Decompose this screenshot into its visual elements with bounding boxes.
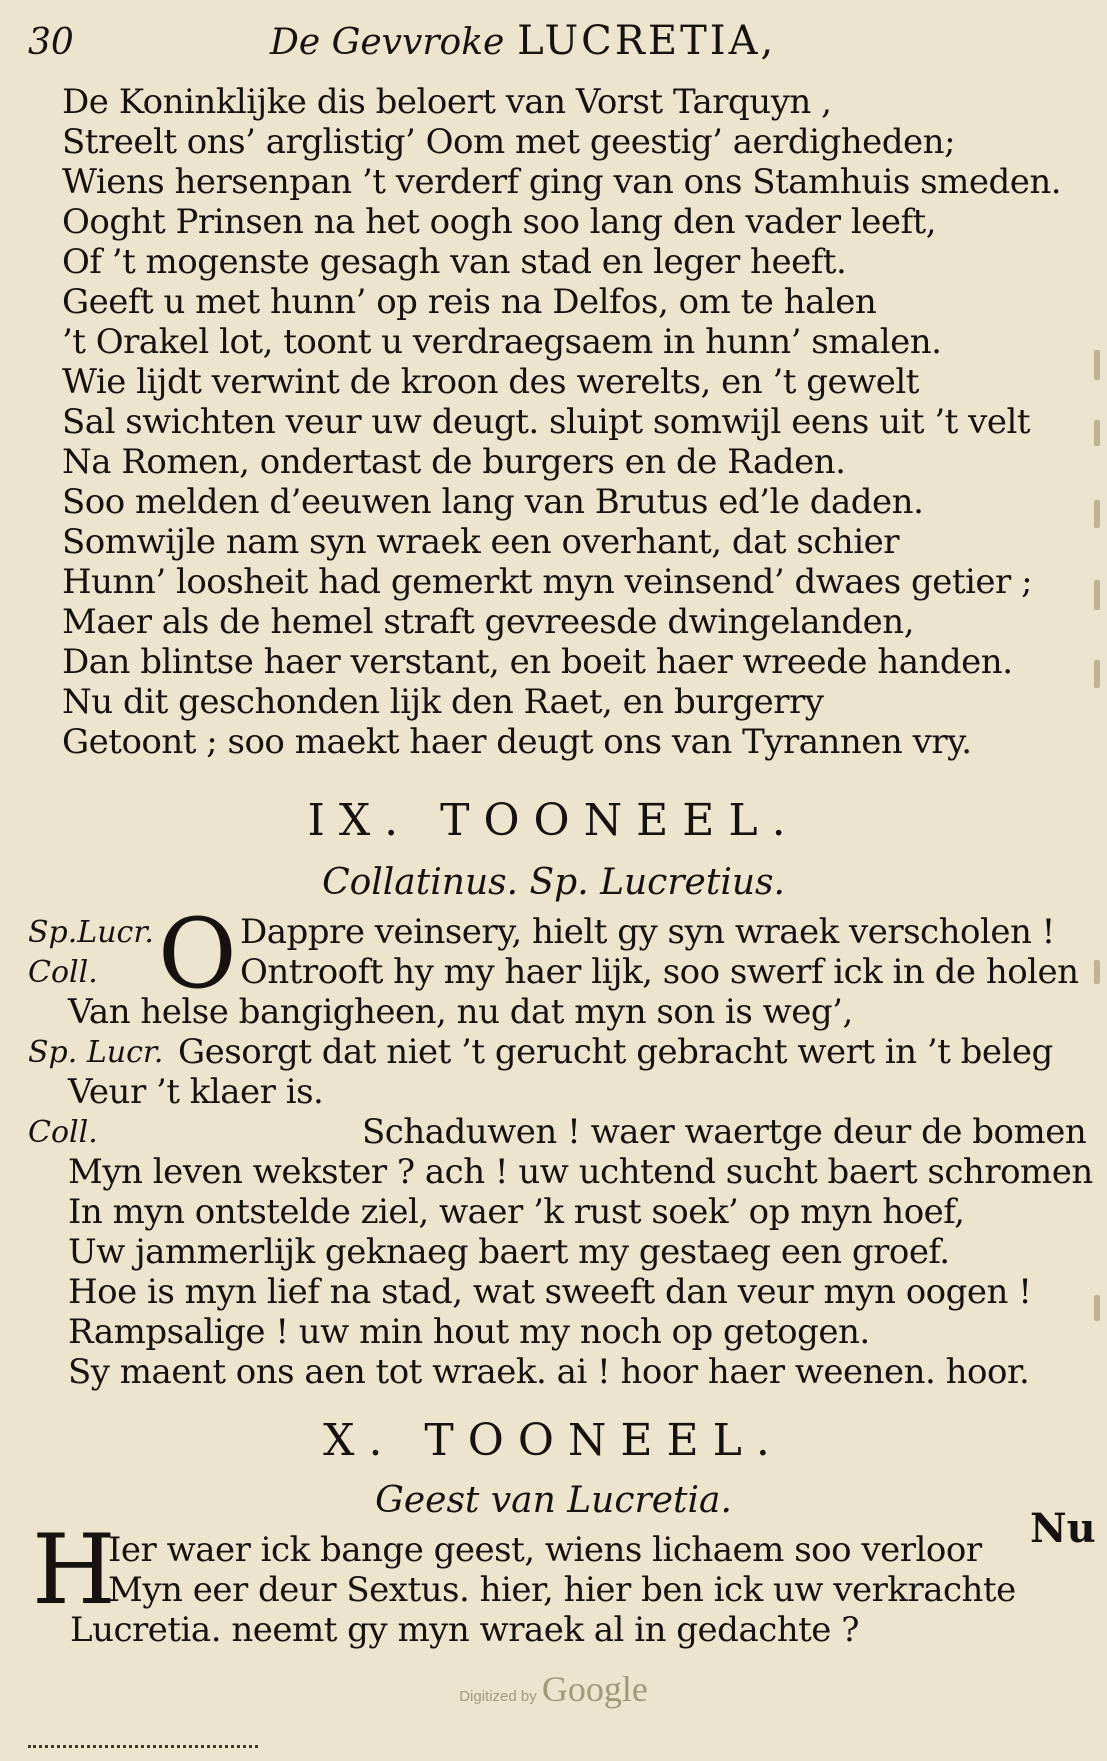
watermark-brand: Google: [541, 1669, 648, 1709]
edge-mark: [1094, 500, 1100, 528]
drop-capital: O: [158, 898, 237, 1010]
edge-mark: [1094, 1295, 1100, 1321]
verse-line: Van helse bangigheen, nu dat myn son is weg’,: [68, 992, 853, 1032]
header-title-italic: De Gevvroke: [270, 22, 505, 63]
edge-mark: [1094, 350, 1100, 380]
verse-line: Wiens hersenpan ’t verderf ging van ons Stamhuis smeden.: [62, 162, 1062, 202]
page-bottom-mark: [28, 1745, 258, 1756]
verse-line: Streelt ons’ arglistig’ Oom met geestig’ aerdigheden;: [62, 122, 956, 162]
verse-line: Na Romen, ondertast de burgers en de Raden.: [62, 442, 846, 482]
speaker-label: Coll.: [28, 955, 98, 990]
speaker-label: Sp. Lucr.: [28, 1035, 164, 1070]
edge-mark: [1094, 580, 1100, 610]
verse-line: Somwijle nam syn wraek een overhant, dat schier: [62, 522, 900, 562]
verse-line: Ontrooft hy my haer lijk, soo swerf ick in de holen: [240, 952, 1079, 992]
verse-line: Of ’t mogenste gesagh van stad en leger heeft.: [62, 242, 847, 282]
edge-mark: [1094, 960, 1100, 984]
verse-line: De Koninklijke dis beloert van Vorst Tarquyn ,: [62, 82, 832, 122]
verse-line: Hoe is myn lief na stad, wat sweeft dan veur myn oogen !: [68, 1272, 1032, 1312]
verse-line: Dan blintse haer verstant, en boeit haer wreede handen.: [62, 642, 1013, 682]
verse-line: Geeft u met hunn’ op reis na Delfos, om te halen: [62, 282, 877, 322]
verse-line: Dappre veinsery, hielt gy syn wraek verscholen !: [240, 912, 1055, 952]
speaker-label: Coll.: [28, 1115, 98, 1150]
verse-line: Ier waer ick bange geest, wiens lichaem soo verloor: [108, 1530, 982, 1570]
verse-line: Rampsalige ! uw min hout my noch op getogen.: [68, 1312, 870, 1352]
verse-line: In myn ontstelde ziel, waer ’k rust soek’ op myn hoef,: [68, 1192, 965, 1232]
page-number: 30: [28, 22, 74, 63]
verse-line: Sy maent ons aen tot wraek. ai ! hoor haer weenen. hoor.: [68, 1352, 1030, 1392]
verse-line: Nu dit geschonden lijk den Raet, en burgerry: [62, 682, 824, 722]
watermark-caption: Digitized by: [459, 1688, 537, 1705]
header-title-caps: LUCRETIA,: [517, 18, 777, 64]
verse-line: Myn leven wekster ? ach ! uw uchtend sucht baert schromen: [68, 1152, 1093, 1192]
running-header: [270, 18, 776, 64]
verse-line: Soo melden d’eeuwen lang van Brutus ed’le daden.: [62, 482, 924, 522]
verse-line: Maer als de hemel straft gevreesde dwingelanden,: [62, 602, 914, 642]
scene-characters: Collatinus. Sp. Lucretius.: [322, 862, 785, 903]
verse-line: Uw jammerlijk geknaeg baert my gestaeg een groef.: [68, 1232, 950, 1272]
catchword: Nu: [1030, 1505, 1096, 1552]
verse-line: Schaduwen ! waer waertge deur de bomen: [362, 1112, 1087, 1152]
verse-line: Getoont ; soo maekt haer deugt ons van Tyrannen vry.: [62, 722, 972, 762]
verse-line: Lucretia. neemt gy myn wraek al in gedachte ?: [70, 1610, 859, 1650]
scene-title: IX. TOONEEL.: [307, 795, 800, 846]
verse-line: Hunn’ loosheit had gemerkt myn veinsend’ dwaes getier ;: [62, 562, 1033, 602]
verse-line: Sal swichten veur uw deugt. sluipt somwijl eens uit ’t velt: [62, 402, 1030, 442]
edge-mark: [1094, 420, 1100, 446]
edge-mark: [1094, 660, 1100, 688]
scene-characters: Geest van Lucretia.: [375, 1480, 732, 1521]
verse-line: Ooght Prinsen na het oogh soo lang den vader leeft,: [62, 202, 937, 242]
digitized-watermark: [0, 1668, 1107, 1710]
drop-capital: H: [32, 1514, 116, 1626]
verse-line: Wie lijdt verwint de kroon des werelts, en ’t gewelt: [62, 362, 919, 402]
verse-line: Gesorgt dat niet ’t gerucht gebracht wert in ’t beleg: [178, 1032, 1053, 1072]
verse-line: Myn eer deur Sextus. hier, hier ben ick uw verkrachte: [108, 1570, 1016, 1610]
verse-line: ’t Orakel lot, toont u verdraegsaem in hunn’ smalen.: [62, 322, 942, 362]
speaker-label: Sp.Lucr.: [28, 915, 154, 950]
scene-title: X. TOONEEL.: [323, 1415, 784, 1466]
verse-line: Veur ’t klaer is.: [68, 1072, 324, 1112]
